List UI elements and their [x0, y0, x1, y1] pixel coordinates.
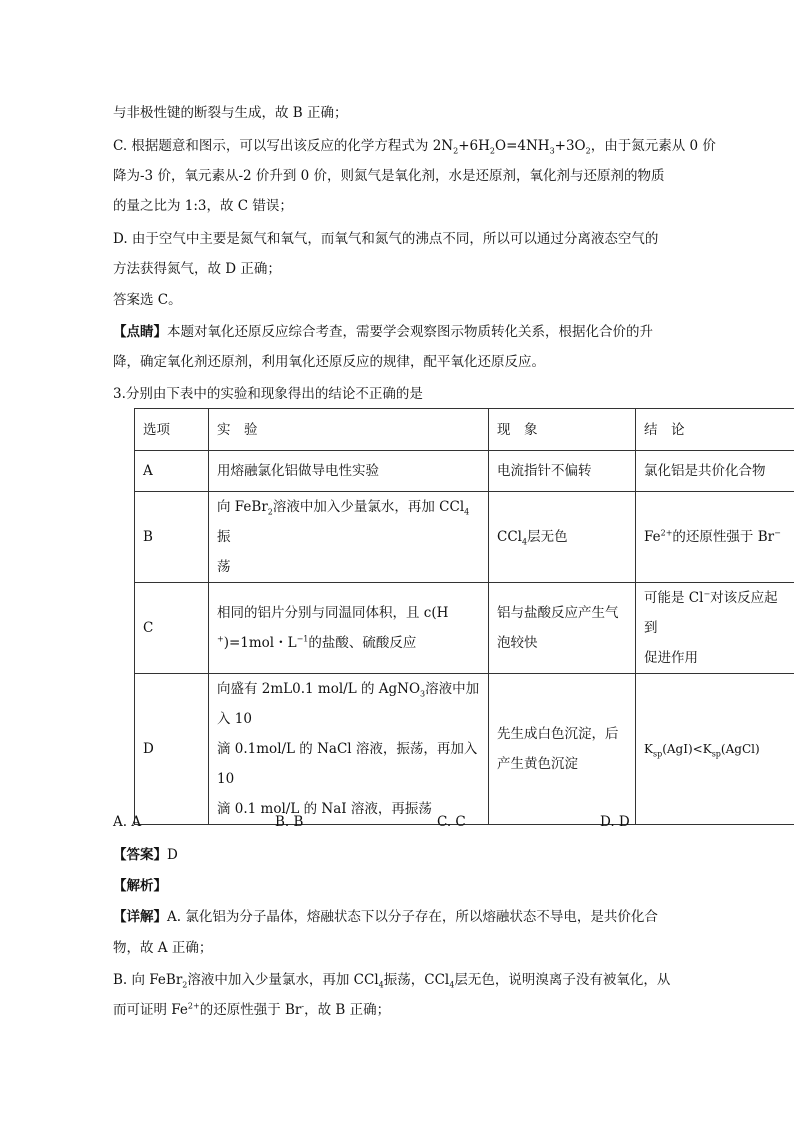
- superscript: 2+: [187, 1001, 200, 1011]
- table-cell: [636, 674, 794, 825]
- subscript: 3: [420, 689, 426, 699]
- table-row: [135, 674, 794, 825]
- table-cell: C: [135, 583, 209, 674]
- cell-text: 泡较快: [497, 635, 538, 651]
- subscript: 2: [267, 507, 273, 517]
- superscript: 2+: [660, 528, 673, 538]
- cell-text: 的还原性强于 Br: [672, 529, 775, 545]
- table-header: 选项: [135, 409, 209, 451]
- subscript: 4: [378, 980, 384, 990]
- cell-text: 对该反应起到: [644, 590, 778, 636]
- text-segment: 的还原性强于 Br: [199, 1002, 302, 1018]
- table-cell: B: [135, 492, 209, 583]
- table-cell: A: [135, 451, 209, 492]
- option-c: C. C: [437, 814, 466, 830]
- text-line: [113, 322, 653, 342]
- text-segment: +3O: [554, 138, 586, 154]
- answer-line: [113, 845, 178, 865]
- text-segment: ，故 B 正确；: [304, 1002, 391, 1018]
- cell-text: 荡: [217, 559, 231, 575]
- table-cell: [489, 583, 636, 674]
- table-cell: 用熔融氯化铝做导电性实验: [209, 451, 489, 492]
- table-header: 现 象: [489, 409, 636, 451]
- table-header: 实 验: [209, 409, 489, 451]
- option-d: D. D: [600, 814, 630, 830]
- text-line: 物，故 A 正确；: [113, 940, 213, 956]
- subscript: 2: [453, 146, 459, 156]
- text-line: 降，确定氧化剂还原剂，利用氧化还原反应的规律，配平氧化还原反应。: [113, 354, 545, 370]
- table-header: 结 论: [636, 409, 794, 451]
- section-label: 【点睛】: [113, 324, 167, 340]
- text-segment: A. 氯化铝为分子晶体，熔融状态下以分子存在，所以熔融状态不导电，是共价化合: [167, 909, 658, 925]
- table-row: [135, 583, 794, 674]
- cell-text: 铝与盐酸反应产生气: [497, 605, 619, 621]
- text-line: D. 由于空气中主要是氮气和氧气，而氧气和氮气的沸点不同，所以可以通过分离液态空气的: [113, 231, 659, 247]
- text-segment: ，由于氮元素从 0 价: [590, 138, 716, 154]
- cell-text: 促进作用: [644, 650, 698, 666]
- text-line: 与非极性键的断裂与生成，故 B 正确；: [113, 105, 348, 121]
- text-line: [113, 907, 658, 927]
- answer-label: 【答案】: [113, 847, 167, 863]
- cell-text: )=1mol・L: [223, 635, 297, 651]
- text-line: [113, 970, 670, 990]
- superscript: −1: [296, 634, 309, 644]
- cell-text: Fe: [644, 529, 661, 545]
- analysis-label: 【解析】: [113, 878, 167, 894]
- cell-text: 层无色: [527, 529, 568, 545]
- cell-text: (AgI)<K: [662, 742, 712, 756]
- subscript: 2: [489, 146, 495, 156]
- subscript: 4: [464, 507, 470, 517]
- subscript: 4: [521, 537, 528, 547]
- table-cell: [636, 492, 794, 583]
- cell-text: 向盛有 2mL0.1 mol/L 的 AgNO: [217, 681, 421, 697]
- subscript: sp: [711, 749, 721, 759]
- table-cell: [209, 674, 489, 825]
- table-cell: 氯化铝是共价化合物: [636, 451, 794, 492]
- cell-text: 的盐酸、硫酸反应: [308, 635, 417, 651]
- text-line: 方法获得氮气，故 D 正确；: [113, 261, 281, 277]
- cell-text: 振: [217, 529, 231, 545]
- cell-text: 滴 0.1 mol/L 的 NaI 溶液，再振荡: [217, 801, 432, 817]
- cell-text: (AgCl): [720, 742, 760, 756]
- table-cell: [636, 583, 794, 674]
- superscript: -: [301, 1001, 305, 1011]
- experiment-table: [134, 408, 794, 825]
- superscript: −: [703, 589, 711, 599]
- cell-text: 产生黄色沉淀: [497, 756, 578, 772]
- cell-text: 先生成白色沉淀，后: [497, 726, 619, 742]
- cell-text: 滴 0.1mol/L 的 NaCl 溶液，振荡，再加入 10: [217, 741, 478, 787]
- section-label: 【详解】: [113, 909, 167, 925]
- text-segment: 振荡，CCl: [383, 972, 450, 988]
- text-segment: 层无色，说明溴离子没有被氧化，从: [454, 972, 671, 988]
- table-cell: [209, 583, 489, 674]
- text-line: 的量之比为 1:3，故 C 错误；: [113, 198, 293, 214]
- cell-text: 溶液中加入少量氯水，再加 CCl: [272, 499, 465, 515]
- table-cell: 电流指针不偏转: [489, 451, 636, 492]
- subscript: 2: [182, 980, 188, 990]
- cell-text: K: [644, 742, 653, 756]
- text-segment: 本题对氧化还原反应综合考查，需要学会观察图示物质转化关系，根据化合价的升: [167, 324, 653, 340]
- cell-text: CCl: [497, 529, 522, 545]
- text-segment: O=4NH: [495, 138, 550, 154]
- table-cell: D: [135, 674, 209, 825]
- subscript: 3: [549, 146, 555, 156]
- text-segment: 溶液中加入少量氯水，再加 CCl: [187, 972, 379, 988]
- cell-text: 可能是 Cl: [644, 590, 704, 606]
- option-a: A. A: [113, 814, 142, 830]
- subscript: 2: [585, 146, 591, 156]
- text-line: 降为-3 价，氧元素从-2 价升到 0 价，则氮气是氧化剂，水是还原剂，氧化剂与还原剂的物质: [113, 168, 665, 184]
- subscript: 4: [449, 980, 455, 990]
- subscript: sp: [652, 749, 663, 759]
- answer-value: D: [167, 847, 178, 863]
- text-line: [113, 136, 716, 156]
- text-segment: 而可证明 Fe: [113, 1002, 188, 1018]
- text-segment: +6H: [458, 138, 490, 154]
- cell-text: 向 FeBr: [217, 499, 268, 515]
- table-cell: [489, 674, 636, 825]
- table-row: [135, 492, 794, 583]
- table-cell: [489, 492, 636, 583]
- option-b: B. B: [275, 814, 304, 830]
- text-line: 答案选 C。: [113, 292, 182, 308]
- text-line: [113, 1000, 390, 1020]
- cell-text: 相同的铝片分别与同温同体积，且 c(H: [217, 605, 449, 621]
- superscript: −: [774, 528, 781, 538]
- text-segment: C. 根据题意和图示，可以写出该反应的化学方程式为 2N: [113, 138, 454, 154]
- cell-text: 溶液中加入 10: [217, 681, 480, 727]
- superscript: +: [217, 634, 224, 644]
- text-segment: B. 向 FeBr: [113, 972, 183, 988]
- table-cell: [209, 492, 489, 583]
- table-header-row: [135, 409, 794, 451]
- table-row: [135, 451, 794, 492]
- question-title: 3.分别由下表中的实验和现象得出的结论不正确的是: [113, 386, 423, 402]
